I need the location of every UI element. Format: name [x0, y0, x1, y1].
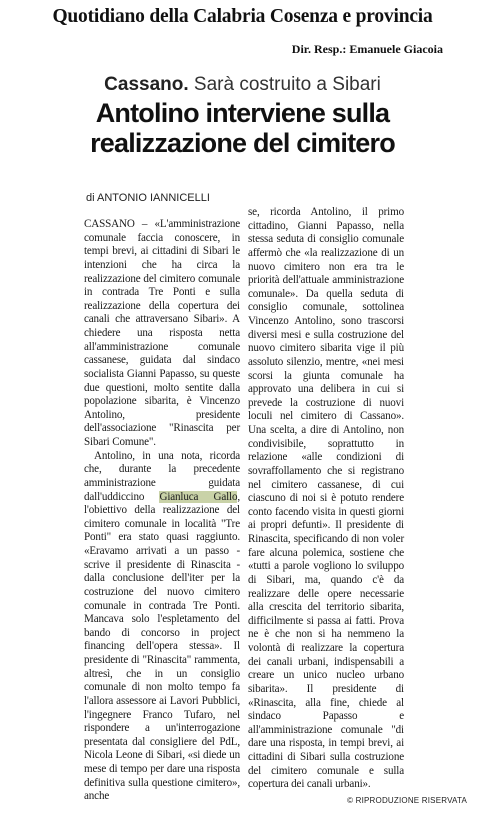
article-headline: Antolino interviene sulla realizzazione del cimitero	[90, 98, 395, 158]
paragraph: se, ricorda Antolino, il primo cittadino, Gianni Papasso, nella stessa seduta di consiglio comunale affermò che «la realizzazione di un nuovo cimitero non era tra le priorità dell'attuale amministrazione comunale». Da quella seduta di consiglio comunale, sottolinea Vincenzo Antolino, sono trascorsi diversi mesi e sulla costruzione del nuovo cimitero sibarita vige il più assoluto silenzio, mentre, «nei mesi scorsi la giunta comunale ha approvato una delibera in cui si prevede la costruzione di nuovi loculi nel cimitero di Cassano». Una scelta, a dire di Antolino, non condivisibile, soprattutto in relazione «alle condizioni di sovraffollamento che si registrano nel cimitero cassanese, di cui ciascuno di noi si è potuto rendere conto facendo visita in questi giorni ai propri defunti». Il presidente di Rinascita, specificando di non voler fare alcuna polemica, sostiene che «tutti a parole vogliono lo sviluppo di Sibari, ma, quando c'è da realizzare delle opere necessarie alla crescita del territorio sibarita, difficilmente si passa ai fatti. Prova ne è che non si ha nemmeno la volontà di realizzare la copertura dei canali urbani, indispensabili a creare un unico nucleo urbano sibarita». Il presidente di «Rinascita, alla fine, chiede al sindaco Papasso e all'amministrazione comunale "di dare una risposta, in tempi brevi, ai cittadini di Sibari sulla costruzione del cimitero comunale e sulla copertura dei canali urbani».	[248, 206, 404, 791]
article-column-left	[84, 218, 240, 804]
newspaper-masthead: Quotidiano della Calabria Cosenza e provincia	[52, 6, 433, 27]
director-credit: Dir. Resp.: Emanuele Giacoia	[291, 42, 443, 56]
article-byline: di ANTONIO IANNICELLI	[86, 192, 210, 204]
article-column-right	[248, 206, 404, 792]
text-run: Antolino, in una nota, ricorda che, durante la precedente amministrazione guidata dall'uddiccino	[84, 449, 240, 503]
copyright-notice: © RIPRODUZIONE RISERVATA	[347, 796, 467, 805]
kicker-text: Sarà costruito a Sibari	[193, 74, 381, 95]
text-run: , l'obiettivo della realizzazione del cimitero comunale in località "Tre Ponti" era stato quasi raggiunto. «Eravamo arrivati a un passo - scrive il presidente di Rinascita - dalla conclusione dell'iter per la costruzione del nuovo cimitero comunale in contrada Tre Ponti. Mancava solo l'espletamento del bando di concorso in project financing dell'opera stessa». Il presidente di "Rinascita" rammenta, altresì, che in un consiglio comunale di non molto tempo fa l'allora assessore ai Lavori Pubblici, l'ingegnere Franco Tufaro, nel rispondere a un'interrogazione presentata dal consigliere del PdL, Nicola Leone di Sibari, «si diede un mese di tempo per dare una risposta definitiva sulla questione cimitero», anche	[84, 490, 240, 803]
kicker-place: Cassano.	[104, 74, 189, 95]
paragraph: CASSANO – «L'amministrazione comunale faccia conoscere, in tempi brevi, ai cittadini di Sibari le intenzioni che ha circa la realizzazione del cimitero comunale in contrada Tre Ponti e sulla realizzazione della copertura dei canali che attraversano Sibari». A chiedere una risposta netta all'amministrazione comunale cassanese, guidata dal sindaco socialista Gianni Papasso, su queste due questioni, molto sentite dalla popolazione sibarita, è Vincenzo Antolino, presidente dell'associazione "Rinascita per Sibari Comune".	[84, 218, 240, 448]
article-kicker	[0, 74, 485, 96]
paragraph	[84, 450, 240, 804]
highlighted-name: Gianluca Gallo	[159, 490, 238, 503]
